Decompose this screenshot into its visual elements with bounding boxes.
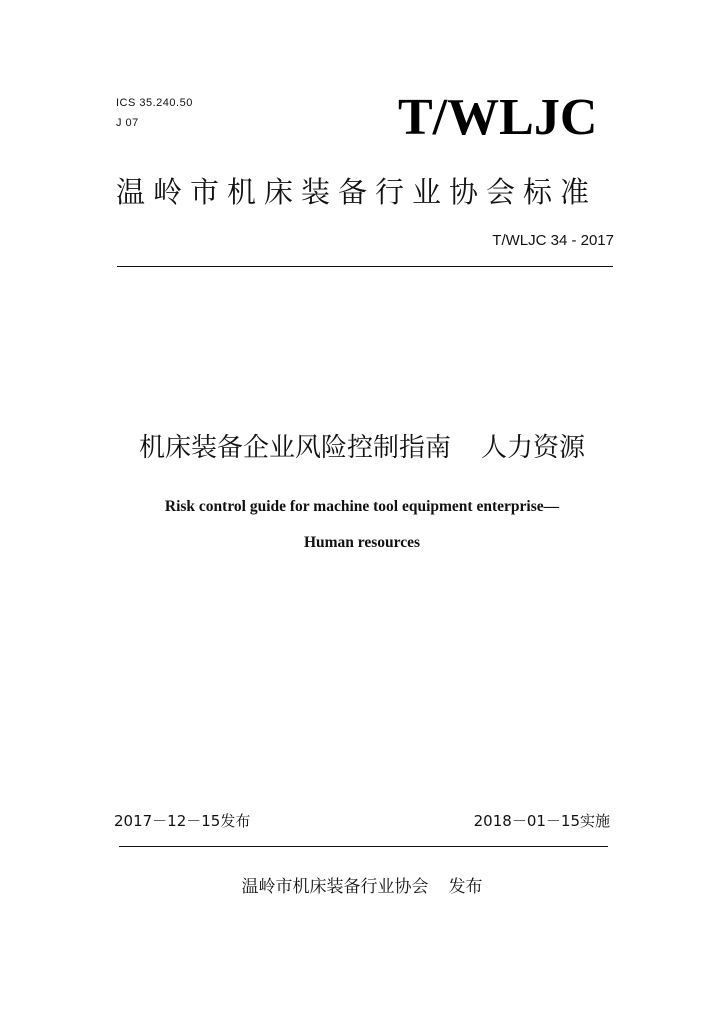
chinese-title [0, 430, 724, 466]
chinese-title-main: 机床装备企业风险控制指南 [138, 433, 451, 463]
publisher [0, 876, 724, 898]
standard-logo: T/WLJC [398, 89, 598, 146]
classification-code: J 07 [116, 117, 139, 129]
english-title-line2: Human resources [303, 534, 421, 551]
issue-date: 2017－12－15发布 [114, 812, 251, 830]
implementation-date: 2018－01－15实施 [473, 812, 610, 830]
association-standard-title: 温岭市机床装备行业协会标准 [116, 175, 598, 209]
publisher-name: 温岭市机床装备行业协会 [241, 877, 429, 897]
top-divider [117, 266, 613, 267]
standard-number: T/WLJC 34 - 2017 [492, 232, 614, 249]
publish-label: 发布 [448, 877, 483, 897]
chinese-title-sub: 人力资源 [481, 433, 586, 463]
english-title-line1: Risk control guide for machine tool equipment enterprise— [164, 498, 560, 515]
ics-code: ICS 35.240.50 [116, 97, 193, 109]
bottom-divider [119, 846, 608, 847]
